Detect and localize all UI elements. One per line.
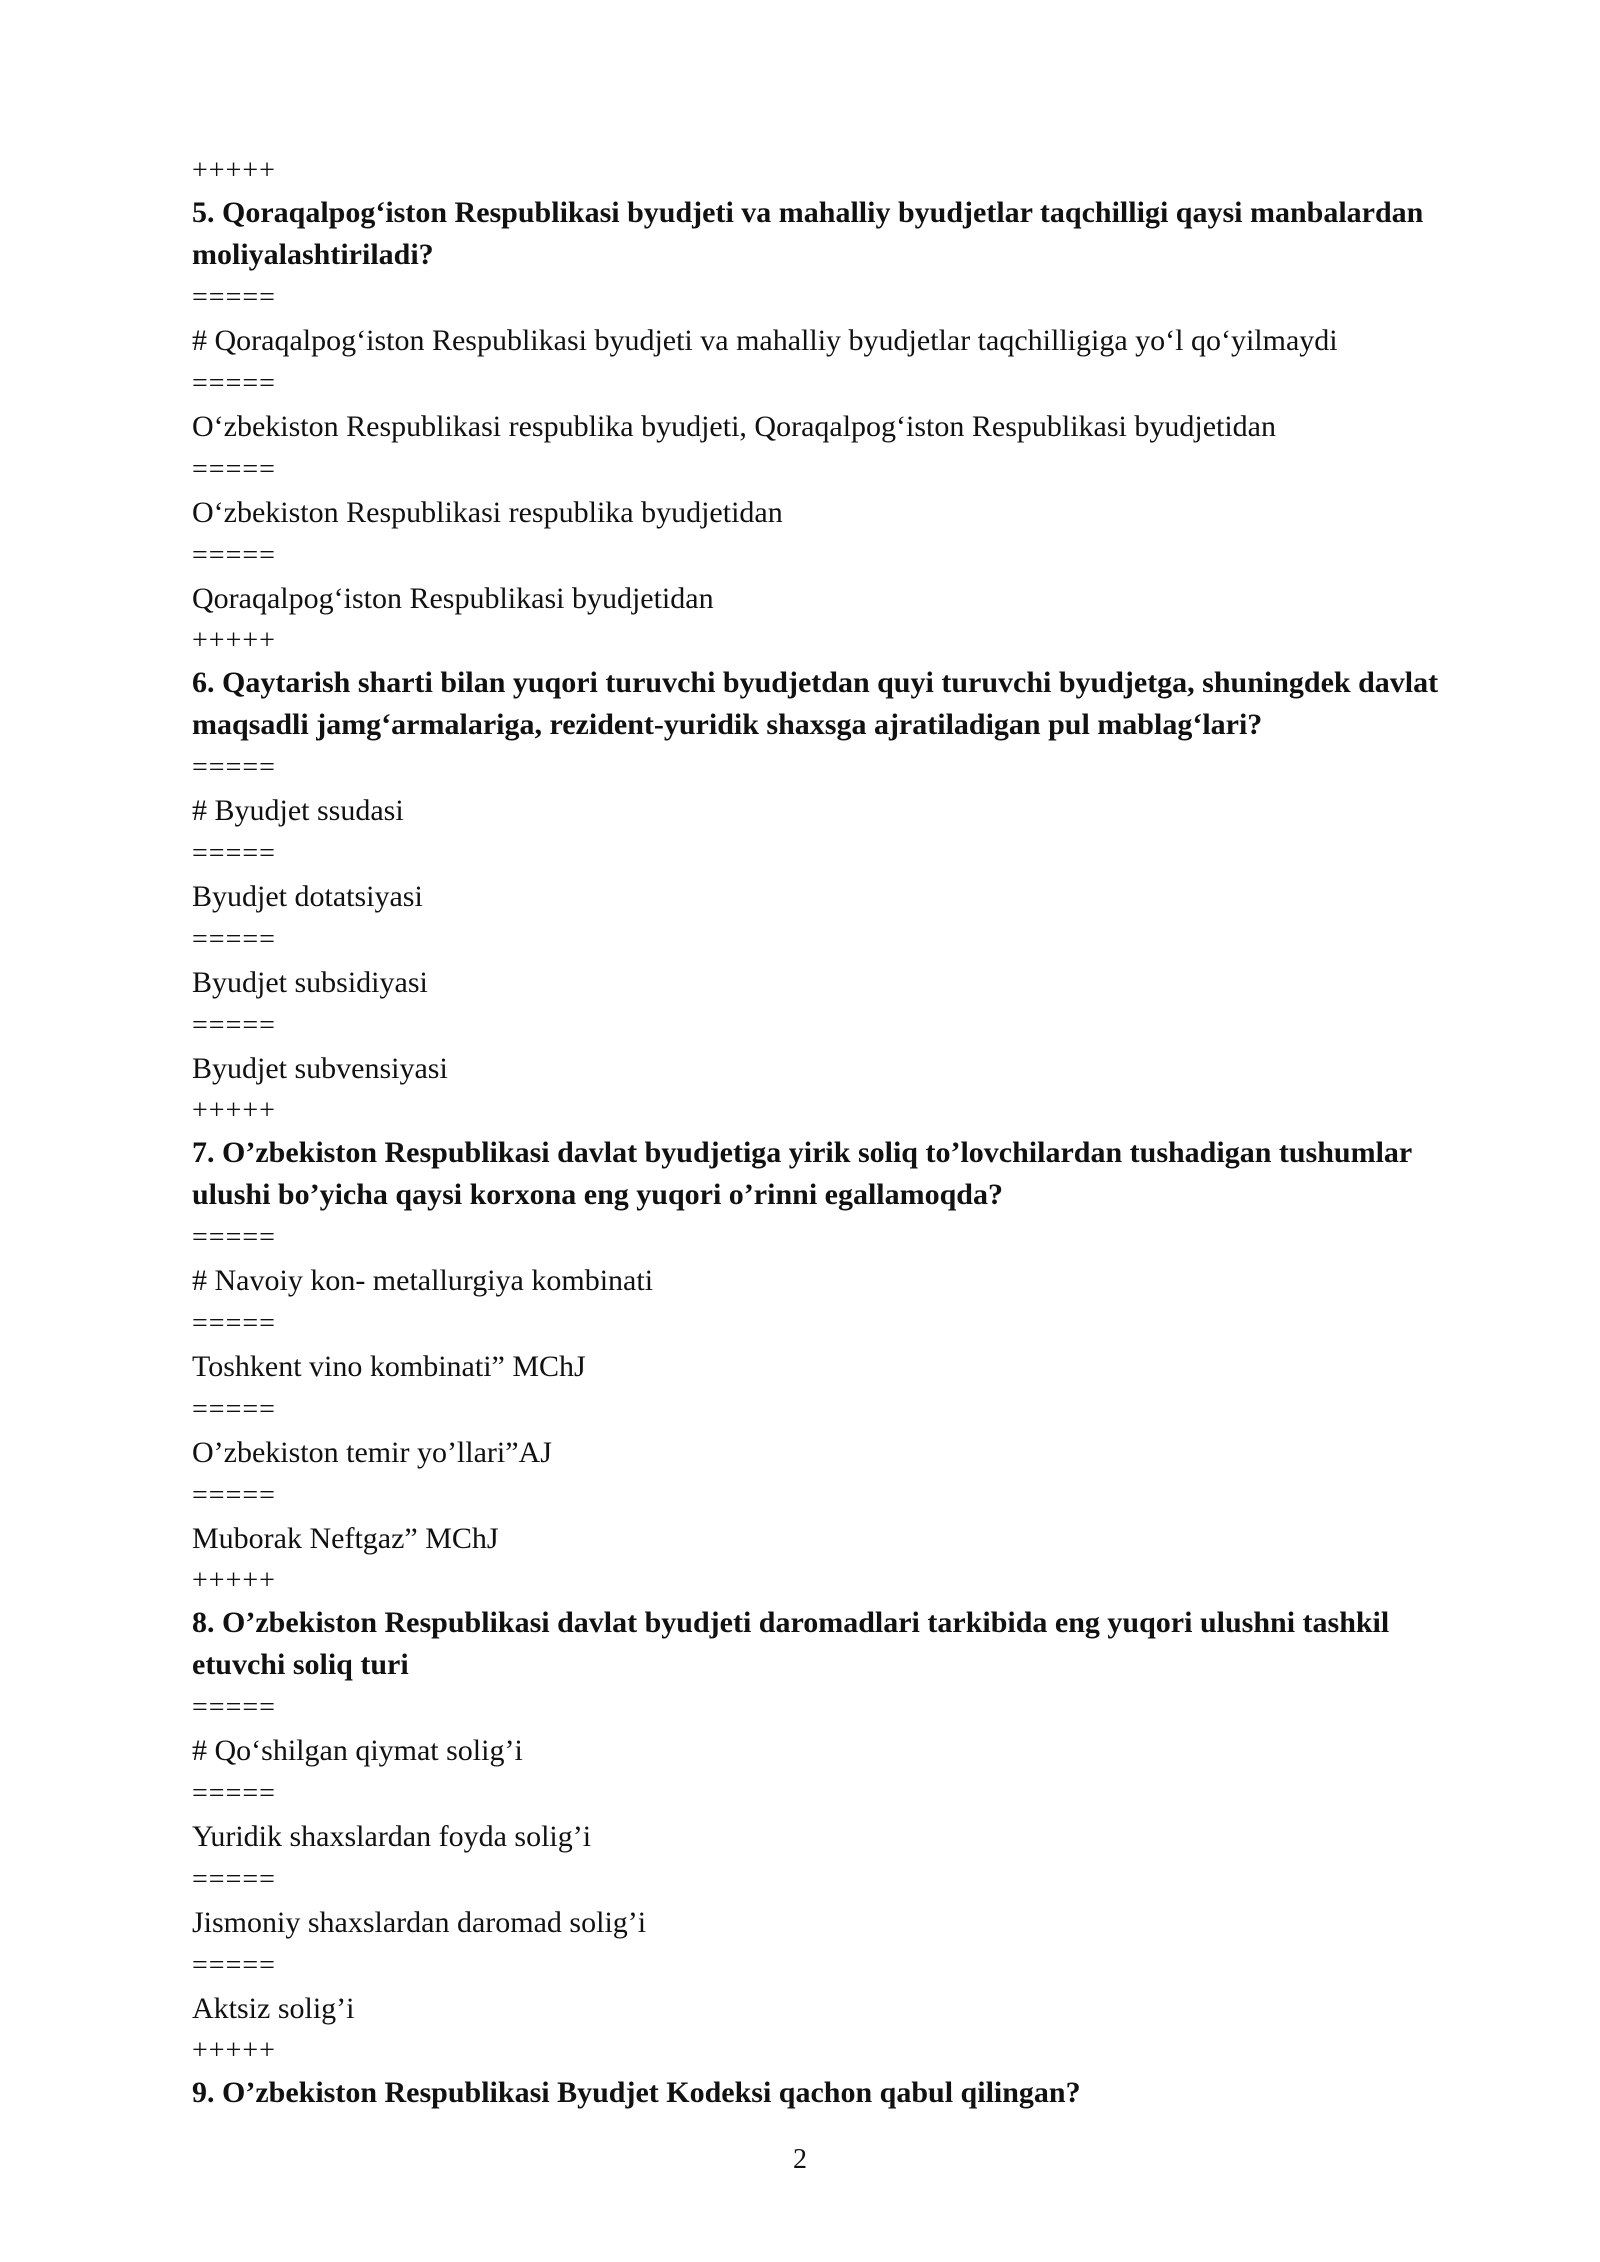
option-separator: ===== [192,1010,276,1041]
question-text: 9. O’zbekiston Respublikasi Byudjet Kodeksi qachon qabul qilingan? [192,2076,1081,2109]
option-separator: ===== [192,1778,276,1809]
answer-option: Byudjet subvensiyasi [192,1052,448,1085]
option-separator: ===== [192,368,276,399]
correct-answer-option: # Qoraqalpog‘iston Respublikasi byudjeti va mahalliy byudjetlar taqchilligiga yo‘l qo‘yilmaydi [192,324,1338,357]
question-separator: +++++ [192,2035,276,2066]
answer-option: O‘zbekiston Respublikasi respublika byudjetidan [192,496,783,529]
answer-option: Qoraqalpog‘iston Respublikasi byudjetidan [192,582,714,615]
option-separator: ===== [192,1308,276,1339]
option-separator: ===== [192,924,276,955]
answer-option: Aktsiz solig’i [192,1992,355,2025]
answer-option: Jismoniy shaxslardan daromad solig’i [192,1906,647,1939]
answer-option: Byudjet dotatsiyasi [192,880,423,913]
option-separator: ===== [192,1394,276,1425]
option-separator: ===== [192,838,276,869]
question-separator: +++++ [192,1565,276,1596]
option-separator: ===== [192,540,276,571]
option-separator: ===== [192,752,276,783]
page-number: 2 [793,2144,807,2175]
option-separator: ===== [192,1950,276,1981]
answer-option: Byudjet subsidiyasi [192,966,428,999]
correct-answer-option: # Qo‘shilgan qiymat solig’i [192,1734,523,1767]
answer-option: Toshkent vino kombinati” MChJ [192,1350,586,1383]
question-text: 7. O’zbekiston Respublikasi davlat byudjetiga yirik soliq to’lovchilardan tushadigan tushumlar ulushi bo’yicha qaysi korxona eng yuqori o’rinni egallamoqda? [192,1136,1412,1211]
answer-option: Yuridik shaxslardan foyda solig’i [192,1820,592,1853]
question-separator: +++++ [192,155,276,186]
correct-answer-option: # Navoiy kon- metallurgiya kombinati [192,1264,654,1297]
question-text: 5. Qoraqalpog‘iston Respublikasi byudjeti va mahalliy byudjetlar taqchilligi qaysi manbalardan moliyalashtiriladi? [192,196,1424,271]
correct-answer-option: # Byudjet ssudasi [192,794,404,827]
option-separator: ===== [192,1864,276,1895]
question-text: 8. O’zbekiston Respublikasi davlat byudjeti daromadlari tarkibida eng yuqori ulushni tashkil etuvchi soliq turi [192,1606,1390,1681]
question-text: 6. Qaytarish sharti bilan yuqori turuvchi byudjetdan quyi turuvchi byudjetga, shuningdek davlat maqsadli jamg‘armalariga, rezident-yuridik shaxsga ajratiladigan pul mablag‘lari? [192,666,1439,741]
answer-option: O‘zbekiston Respublikasi respublika byudjeti, Qoraqalpog‘iston Respublikasi byudjetidan [192,410,1276,443]
document-body [192,150,1452,2114]
option-separator: ===== [192,454,276,485]
option-separator: ===== [192,1480,276,1511]
question-separator: +++++ [192,625,276,656]
option-separator: ===== [192,1692,276,1723]
answer-option: Muborak Neftgaz” MChJ [192,1522,499,1555]
option-separator: ===== [192,282,276,313]
option-separator: ===== [192,1222,276,1253]
question-separator: +++++ [192,1095,276,1126]
answer-option: O’zbekiston temir yo’llari”AJ [192,1436,552,1469]
